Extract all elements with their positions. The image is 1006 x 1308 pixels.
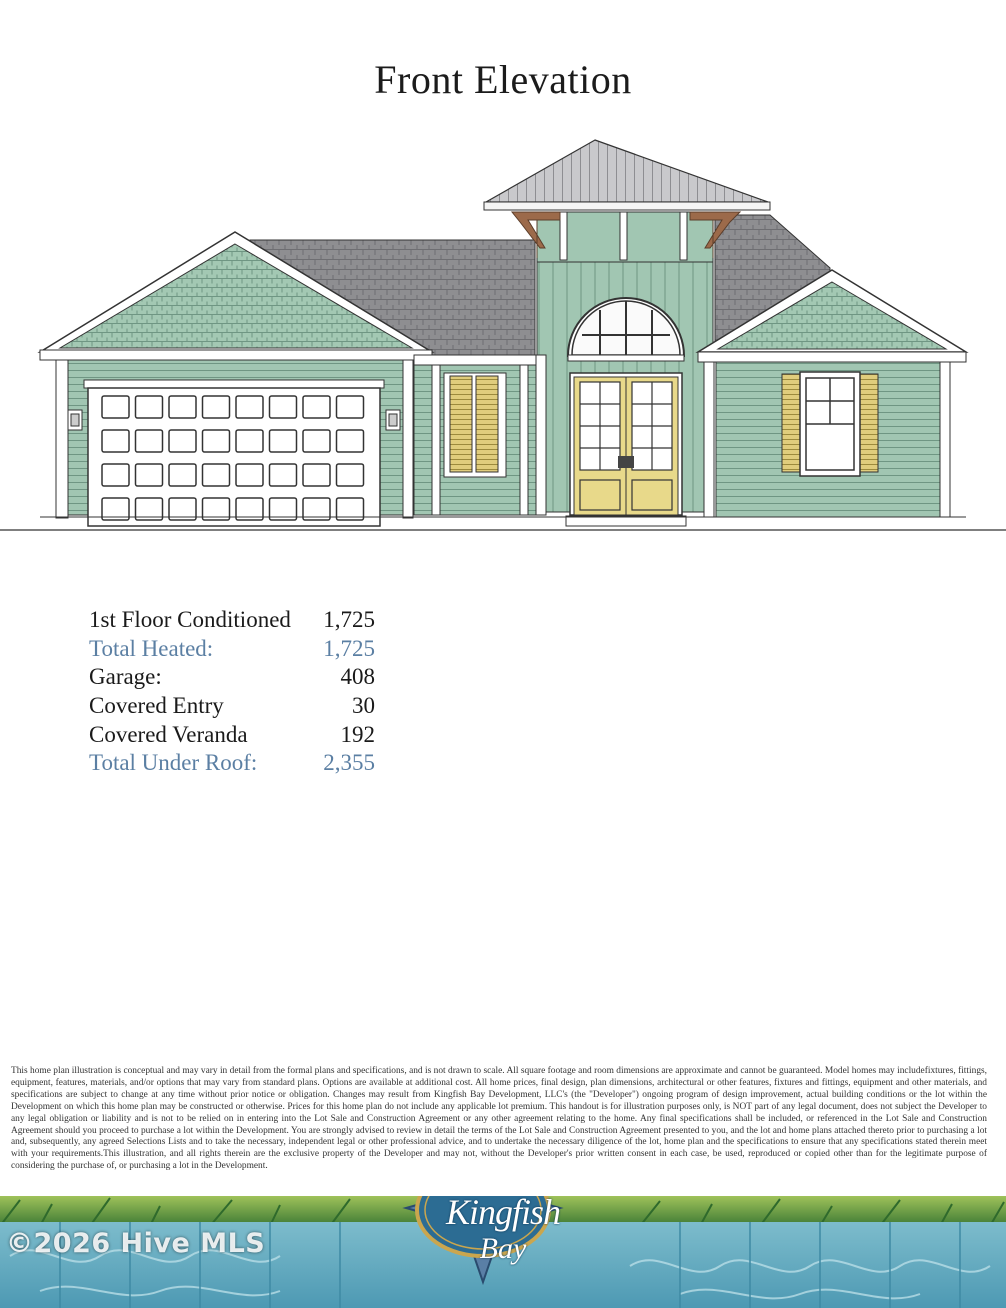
garage-panel <box>337 396 364 418</box>
sqft-row <box>89 749 389 778</box>
square-footage-table <box>89 606 389 778</box>
mls-watermark: ©2026 Hive MLS <box>6 1228 266 1259</box>
page-title: Front Elevation <box>374 57 632 102</box>
sqft-label: Total Under Roof: <box>89 750 258 776</box>
garage-panel <box>102 430 129 452</box>
garage-panel <box>236 464 263 486</box>
sqft-label: Covered Veranda <box>89 721 248 747</box>
logo-kingfish: Kingfish <box>445 1192 561 1232</box>
garage-panel <box>169 430 196 452</box>
sqft-row <box>89 663 389 692</box>
garage-panel <box>203 396 230 418</box>
logo-bay: Bay <box>479 1232 527 1265</box>
sqft-label: Covered Entry <box>89 693 224 719</box>
sqft-row <box>89 635 389 664</box>
garage-panel <box>102 396 129 418</box>
garage-panel <box>169 396 196 418</box>
garage-panel <box>303 396 330 418</box>
garage-panel <box>236 396 263 418</box>
sqft-row <box>89 692 389 721</box>
sqft-value: 1,725 <box>323 607 375 633</box>
garage-panel <box>136 464 163 486</box>
garage-panel <box>203 430 230 452</box>
garage-panel <box>169 464 196 486</box>
front-elevation-drawing <box>0 130 1006 540</box>
garage-panel <box>203 464 230 486</box>
garage-panel <box>270 430 297 452</box>
garage-panel <box>270 396 297 418</box>
garage-panel <box>236 430 263 452</box>
garage-panel <box>303 430 330 452</box>
legal-disclaimer: This home plan illustration is conceptual and may vary in detail from the formal plans and specifications, and is not drawn to scale. All square footage and room dimensions are approximate and cannot be guaranteed. Model homes may includefixtures, fittings, equipment, features, materials, and/or options that may vary from standard plans. Options are available at additional cost. All home prices, final design, plan dimensions, architectural or other features, fixtures and fittings, equipment and other materials, and specifications are subject to change at any time without prior notice or obligation. Changes may result from Kingfish Bay Development, LLC's (the "Developer") ongoing program of design improvement, actual building conditions or the lot within the Development on which this home plan may be constructed or otherwise. Prices for this home plan do not include any applicable lot premium. This handout is for illustration purposes only, is NOT part of any legal document, does not subject the Developer to any legal obligation or liability and is not to be relied on in entering into the Lot Sale and Construction Agreement or any other agreement relating to the home. Any final specifications shall be included, or referenced in the Lot Sale and Construction Agreement should you proceed to purchase a lot within the Development. You are strongly advised to review in detail the terms of the Lot Sale and Construction Agreement presented to you, and the lot and home plans attached thereto prior to purchasing a lot and, subsequently, any agreed Selections Lists and to take the necessary, independent legal or other professional advice, and to undertake the necessary diligence of the lot, home plan and the specifications to ensure that any specifications stated therein meet with your requirements.This illustration, and all rights therein are the exclusive property of the Developer and may not, without the Developer's prior written consent in each case, be used, reproduced or copied other than for the legitimate purpose of considering the purchase of, or purchasing a lot in the Development. <box>11 1066 987 1172</box>
garage-panel <box>136 430 163 452</box>
sqft-value: 2,355 <box>323 750 375 776</box>
garage-panel <box>136 396 163 418</box>
sqft-row <box>89 606 389 635</box>
sqft-value: 30 <box>352 693 375 719</box>
garage-panel <box>270 464 297 486</box>
garage-panel <box>102 464 129 486</box>
garage-panel <box>337 464 364 486</box>
garage-panel <box>303 464 330 486</box>
sqft-label: Garage: <box>89 664 162 690</box>
garage-panel <box>337 430 364 452</box>
sqft-value: 408 <box>340 664 375 690</box>
sqft-label: Total Heated: <box>89 635 214 661</box>
sqft-label: 1st Floor Conditioned <box>89 607 291 633</box>
sqft-row <box>89 720 389 749</box>
sqft-value: 192 <box>340 721 375 747</box>
sqft-value: 1,725 <box>323 635 375 661</box>
